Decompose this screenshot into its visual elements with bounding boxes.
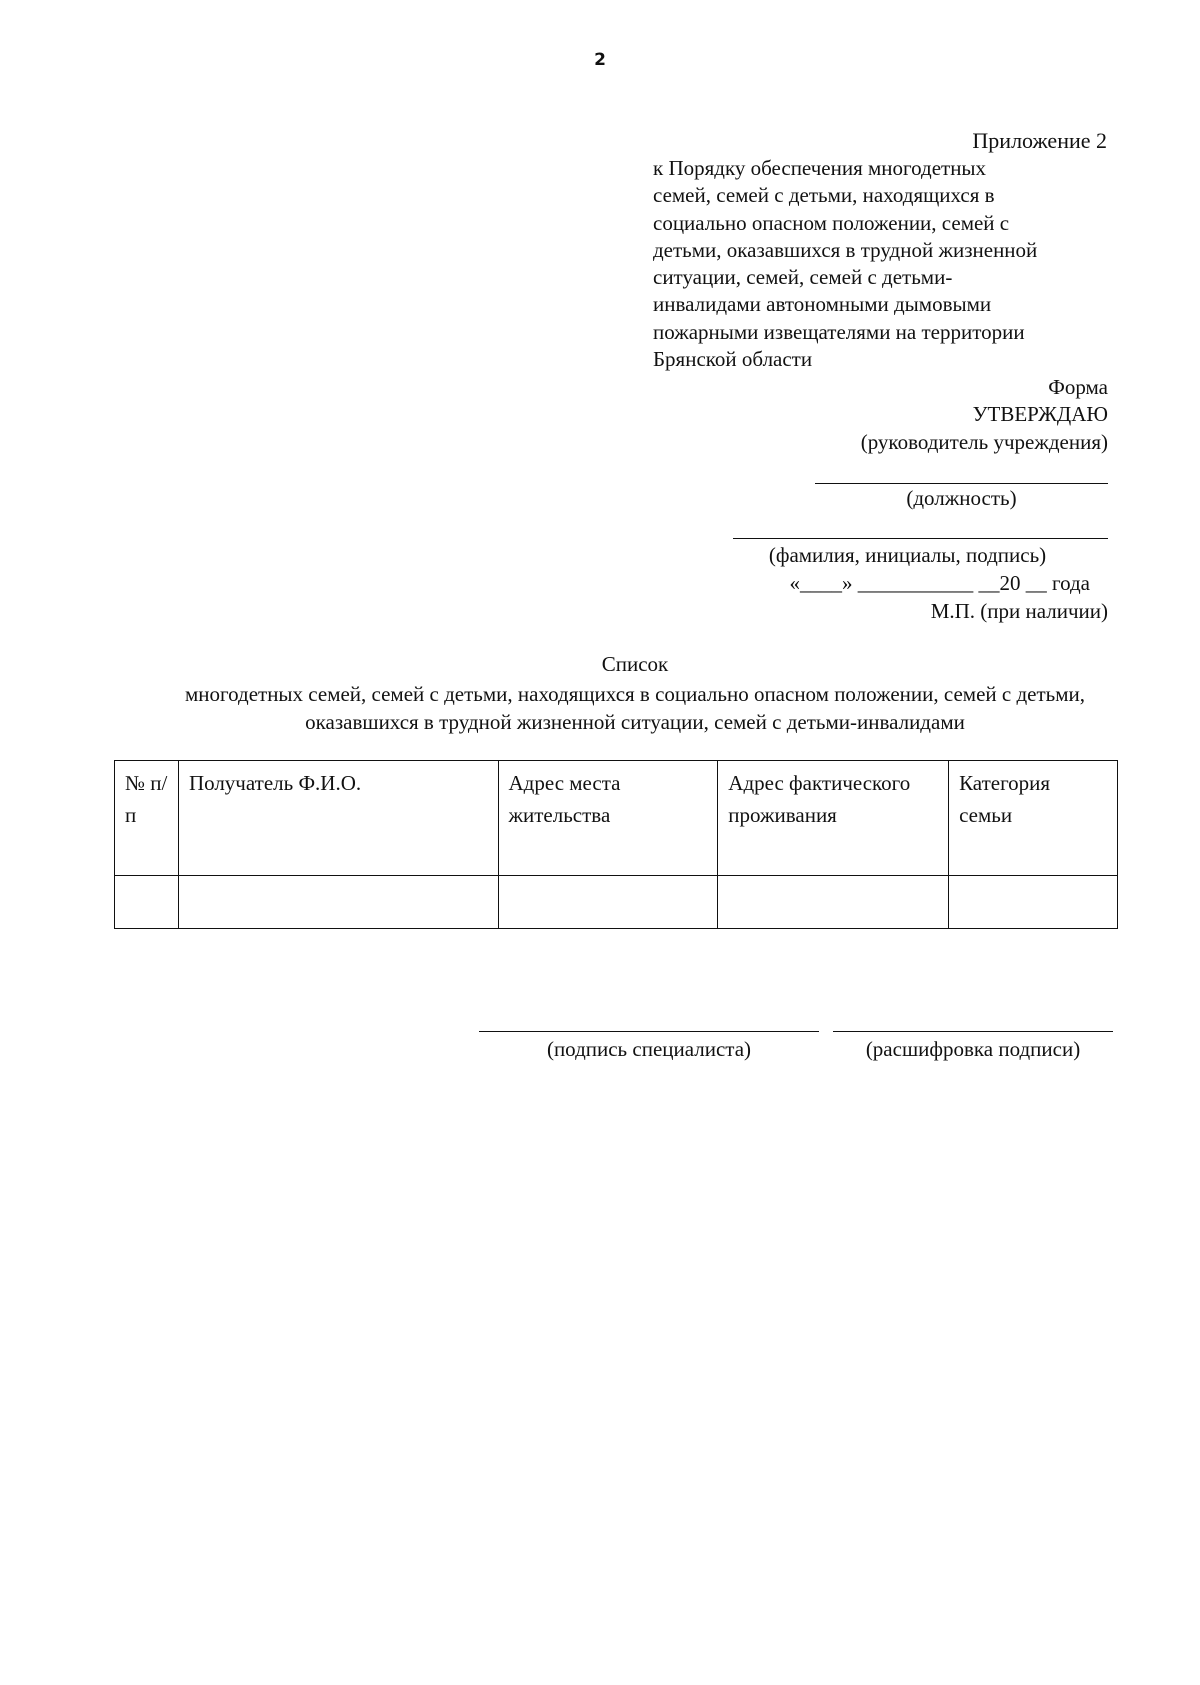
appendix-line: инвалидами автономными дымовыми: [653, 292, 992, 317]
appendix-line: социально опасном положении, семей с: [653, 210, 1010, 235]
appendix-line: к Порядку обеспечения многодетных: [653, 156, 987, 180]
list-subtitle: многодетных семей, семей с детьми, находящихся в социально опасном положении, семей с детьми, оказавшихся в трудной жизненной ситуации, семей с детьми-инвалидами: [185, 682, 1085, 734]
header-recipient: Получатель Ф.И.О.: [178, 761, 498, 876]
table-cell: [718, 876, 949, 929]
approve-heading: УТВЕРЖДАЮ: [972, 402, 1108, 426]
stamp-note: М.П. (при наличии): [930, 599, 1108, 623]
head-caption: (руководитель учреждения): [860, 430, 1108, 454]
table-cell: [178, 876, 498, 929]
name-signature-line: [733, 538, 1108, 539]
appendix-line: Брянской области: [653, 347, 813, 372]
table-header-row: [115, 761, 1118, 876]
name-caption: (фамилия, инициалы, подпись): [768, 543, 1047, 567]
page-number: 2: [594, 50, 606, 70]
position-line: [815, 483, 1108, 484]
specialist-signature-line: [479, 1031, 819, 1032]
table-cell: [949, 876, 1118, 929]
families-table: [114, 760, 1118, 929]
date-line: «____» ___________ __20 __ года: [789, 571, 1090, 595]
position-caption: (должность): [906, 486, 1017, 510]
header-registered-address: Адрес места жительства: [498, 761, 718, 876]
header-family-category: Категория семьи: [949, 761, 1118, 876]
decoding-signature-line: [833, 1031, 1113, 1032]
appendix-line: семей, семей с детьми, находящихся в: [653, 183, 995, 208]
header-number: № п/п: [115, 761, 179, 876]
appendix-line: ситуации, семей, семей с детьми-: [653, 265, 953, 290]
list-title: Список: [601, 652, 669, 676]
header-actual-address: Адрес фактического проживания: [718, 761, 949, 876]
table-row: [115, 876, 1118, 929]
appendix-body: [653, 155, 1123, 373]
decoding-caption: (расшифровка подписи): [865, 1037, 1081, 1061]
appendix-title: Приложение 2: [972, 128, 1107, 153]
table-cell: [498, 876, 718, 929]
specialist-caption: (подпись специалиста): [546, 1037, 752, 1061]
form-label: Форма: [1048, 375, 1108, 399]
appendix-line: детьми, оказавшихся в трудной жизненной: [653, 237, 1038, 262]
table-cell: [115, 876, 179, 929]
appendix-line: пожарными извещателями на территории: [653, 319, 1025, 344]
